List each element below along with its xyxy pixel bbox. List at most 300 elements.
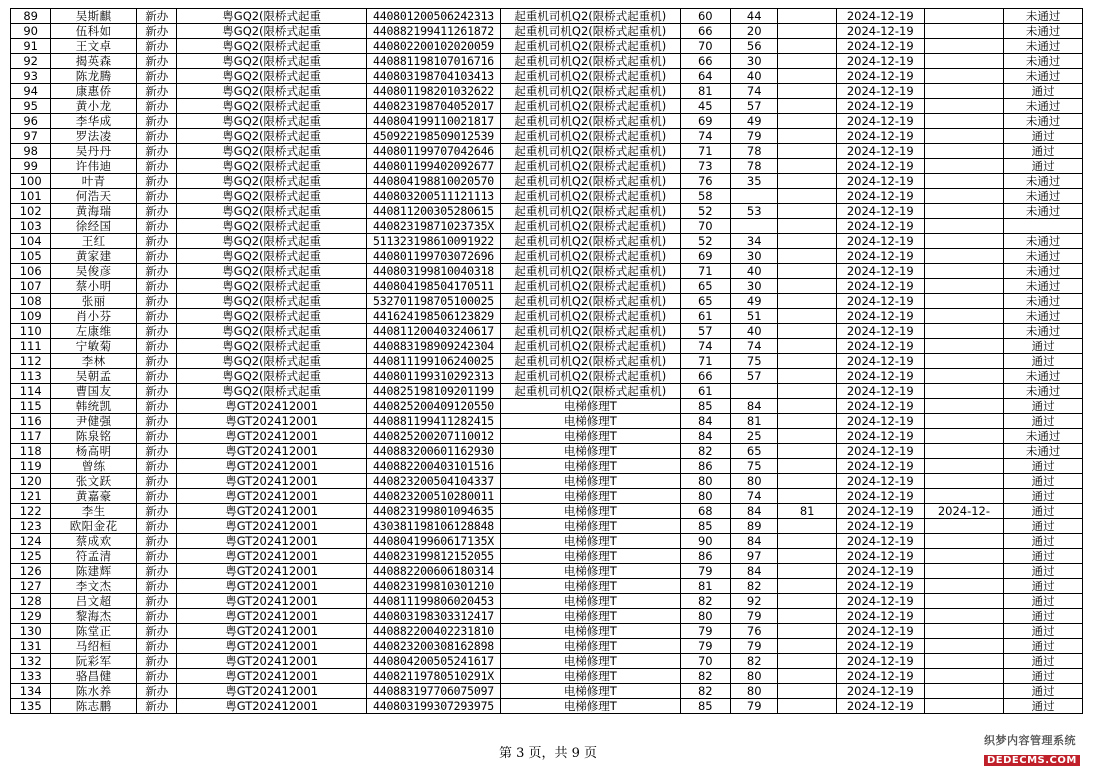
table-row xyxy=(11,414,1083,429)
row-number-cell: 102 xyxy=(11,204,51,219)
certificate-category-cell: 粤GT202412001 xyxy=(177,399,367,414)
id-number-cell: 440811200403240617 xyxy=(366,324,500,339)
theory-score-cell: 64 xyxy=(680,69,730,84)
retest-date-cell xyxy=(924,234,1004,249)
certificate-category-cell: 粤GQ2(限桥式起重 xyxy=(177,189,367,204)
row-number-cell: 90 xyxy=(11,24,51,39)
person-name-cell: 许伟迪 xyxy=(51,159,137,174)
retest-score-cell xyxy=(778,159,836,174)
retest-score-cell xyxy=(778,249,836,264)
table-row xyxy=(11,114,1083,129)
exam-date-cell: 2024-12-19 xyxy=(836,669,924,684)
practical-score-cell: 34 xyxy=(731,234,778,249)
job-type-cell: 起重机司机Q2(限桥式起重机) xyxy=(501,249,681,264)
practical-score-cell: 65 xyxy=(731,444,778,459)
certificate-category-cell: 粤GQ2(限桥式起重 xyxy=(177,54,367,69)
result-cell: 通过 xyxy=(1004,684,1083,699)
exam-date-cell: 2024-12-19 xyxy=(836,414,924,429)
application-type-cell: 新办 xyxy=(137,264,177,279)
theory-score-cell: 84 xyxy=(680,429,730,444)
theory-score-cell: 65 xyxy=(680,279,730,294)
result-cell: 通过 xyxy=(1004,699,1083,714)
person-name-cell: 左康维 xyxy=(51,324,137,339)
row-number-cell: 131 xyxy=(11,639,51,654)
table-row xyxy=(11,204,1083,219)
exam-date-cell: 2024-12-19 xyxy=(836,174,924,189)
exam-date-cell: 2024-12-19 xyxy=(836,594,924,609)
id-number-cell: 440825198109201199 xyxy=(366,384,500,399)
table-row xyxy=(11,489,1083,504)
result-cell xyxy=(1004,219,1083,234)
table-row xyxy=(11,519,1083,534)
theory-score-cell: 58 xyxy=(680,189,730,204)
row-number-cell: 107 xyxy=(11,279,51,294)
id-number-cell: 440801199310292313 xyxy=(366,369,500,384)
retest-date-cell xyxy=(924,384,1004,399)
theory-score-cell: 70 xyxy=(680,219,730,234)
certificate-category-cell: 粤GQ2(限桥式起重 xyxy=(177,324,367,339)
certificate-category-cell: 粤GQ2(限桥式起重 xyxy=(177,339,367,354)
application-type-cell: 新办 xyxy=(137,459,177,474)
person-name-cell: 吴朝孟 xyxy=(51,369,137,384)
application-type-cell: 新办 xyxy=(137,534,177,549)
result-cell: 通过 xyxy=(1004,639,1083,654)
theory-score-cell: 66 xyxy=(680,24,730,39)
table-row xyxy=(11,609,1083,624)
retest-score-cell xyxy=(778,489,836,504)
retest-score-cell: 81 xyxy=(778,504,836,519)
table-row xyxy=(11,354,1083,369)
row-number-cell: 135 xyxy=(11,699,51,714)
retest-score-cell xyxy=(778,219,836,234)
certificate-category-cell: 粤GQ2(限桥式起重 xyxy=(177,39,367,54)
retest-score-cell xyxy=(778,414,836,429)
result-cell: 通过 xyxy=(1004,594,1083,609)
table-row xyxy=(11,459,1083,474)
id-number-cell: 440881199411282415 xyxy=(366,414,500,429)
exam-date-cell: 2024-12-19 xyxy=(836,54,924,69)
certificate-category-cell: 粤GT202412001 xyxy=(177,684,367,699)
theory-score-cell: 71 xyxy=(680,264,730,279)
application-type-cell: 新办 xyxy=(137,234,177,249)
retest-score-cell xyxy=(778,99,836,114)
person-name-cell: 吕文超 xyxy=(51,594,137,609)
retest-date-cell xyxy=(924,309,1004,324)
exam-date-cell: 2024-12-19 xyxy=(836,564,924,579)
practical-score-cell: 84 xyxy=(731,399,778,414)
table-row xyxy=(11,159,1083,174)
practical-score-cell: 40 xyxy=(731,324,778,339)
person-name-cell: 阮彩军 xyxy=(51,654,137,669)
row-number-cell: 97 xyxy=(11,129,51,144)
row-number-cell: 91 xyxy=(11,39,51,54)
certificate-category-cell: 粤GT202412001 xyxy=(177,504,367,519)
id-number-cell: 440804200505241617 xyxy=(366,654,500,669)
job-type-cell: 起重机司机Q2(限桥式起重机) xyxy=(501,144,681,159)
retest-score-cell xyxy=(778,399,836,414)
id-number-cell: 440803198303312417 xyxy=(366,609,500,624)
job-type-cell: 电梯修理T xyxy=(501,564,681,579)
table-row xyxy=(11,534,1083,549)
result-cell: 通过 xyxy=(1004,144,1083,159)
retest-score-cell xyxy=(778,519,836,534)
table-row xyxy=(11,639,1083,654)
certificate-category-cell: 粤GQ2(限桥式起重 xyxy=(177,294,367,309)
application-type-cell: 新办 xyxy=(137,129,177,144)
id-number-cell: 440801199402092677 xyxy=(366,159,500,174)
application-type-cell: 新办 xyxy=(137,639,177,654)
person-name-cell: 陈水养 xyxy=(51,684,137,699)
result-cell: 未通过 xyxy=(1004,9,1083,24)
job-type-cell: 起重机司机Q2(限桥式起重机) xyxy=(501,234,681,249)
person-name-cell: 康惠侨 xyxy=(51,84,137,99)
exam-date-cell: 2024-12-19 xyxy=(836,144,924,159)
person-name-cell: 曾练 xyxy=(51,459,137,474)
retest-date-cell xyxy=(924,369,1004,384)
application-type-cell: 新办 xyxy=(137,249,177,264)
certificate-category-cell: 粤GT202412001 xyxy=(177,429,367,444)
row-number-cell: 110 xyxy=(11,324,51,339)
row-number-cell: 100 xyxy=(11,174,51,189)
result-cell: 未通过 xyxy=(1004,114,1083,129)
id-number-cell: 440823199812152055 xyxy=(366,549,500,564)
practical-score-cell: 44 xyxy=(731,9,778,24)
theory-score-cell: 71 xyxy=(680,354,730,369)
retest-date-cell xyxy=(924,699,1004,714)
table-row xyxy=(11,39,1083,54)
row-number-cell: 133 xyxy=(11,669,51,684)
row-number-cell: 134 xyxy=(11,684,51,699)
person-name-cell: 蔡成欢 xyxy=(51,534,137,549)
practical-score-cell: 79 xyxy=(731,609,778,624)
id-number-cell: 440803200511121113 xyxy=(366,189,500,204)
table-row xyxy=(11,504,1083,519)
job-type-cell: 起重机司机Q2(限桥式起重机) xyxy=(501,294,681,309)
id-number-cell: 440801200506242313 xyxy=(366,9,500,24)
job-type-cell: 电梯修理T xyxy=(501,579,681,594)
theory-score-cell: 61 xyxy=(680,309,730,324)
retest-score-cell xyxy=(778,234,836,249)
practical-score-cell: 57 xyxy=(731,99,778,114)
exam-date-cell: 2024-12-19 xyxy=(836,309,924,324)
job-type-cell: 电梯修理T xyxy=(501,669,681,684)
practical-score-cell: 82 xyxy=(731,654,778,669)
certificate-category-cell: 粤GQ2(限桥式起重 xyxy=(177,249,367,264)
retest-score-cell xyxy=(778,699,836,714)
id-number-cell: 440825200207110012 xyxy=(366,429,500,444)
practical-score-cell: 30 xyxy=(731,54,778,69)
exam-date-cell: 2024-12-19 xyxy=(836,339,924,354)
id-number-cell: 440802200102020059 xyxy=(366,39,500,54)
exam-date-cell: 2024-12-19 xyxy=(836,69,924,84)
application-type-cell: 新办 xyxy=(137,669,177,684)
retest-score-cell xyxy=(778,354,836,369)
application-type-cell: 新办 xyxy=(137,84,177,99)
exam-date-cell: 2024-12-19 xyxy=(836,9,924,24)
table-row xyxy=(11,189,1083,204)
id-number-cell: 440811199106240025 xyxy=(366,354,500,369)
retest-date-cell xyxy=(924,339,1004,354)
application-type-cell: 新办 xyxy=(137,174,177,189)
watermark-top-text: 织梦内容管理系统 xyxy=(984,734,1076,747)
practical-score-cell: 80 xyxy=(731,669,778,684)
practical-score-cell: 78 xyxy=(731,144,778,159)
watermark-bottom-text: DEDECMS.COM xyxy=(984,755,1080,766)
table-row xyxy=(11,144,1083,159)
exam-date-cell: 2024-12-19 xyxy=(836,474,924,489)
id-number-cell: 440883197706075097 xyxy=(366,684,500,699)
job-type-cell: 电梯修理T xyxy=(501,414,681,429)
application-type-cell: 新办 xyxy=(137,279,177,294)
certificate-category-cell: 粤GT202412001 xyxy=(177,624,367,639)
result-cell: 通过 xyxy=(1004,519,1083,534)
application-type-cell: 新办 xyxy=(137,309,177,324)
id-number-cell: 440823200504104337 xyxy=(366,474,500,489)
theory-score-cell: 81 xyxy=(680,579,730,594)
theory-score-cell: 70 xyxy=(680,654,730,669)
application-type-cell: 新办 xyxy=(137,24,177,39)
retest-date-cell xyxy=(924,624,1004,639)
exam-date-cell: 2024-12-19 xyxy=(836,84,924,99)
exam-date-cell: 2024-12-19 xyxy=(836,609,924,624)
exam-date-cell: 2024-12-19 xyxy=(836,504,924,519)
row-number-cell: 114 xyxy=(11,384,51,399)
application-type-cell: 新办 xyxy=(137,444,177,459)
table-row xyxy=(11,174,1083,189)
retest-date-cell xyxy=(924,129,1004,144)
application-type-cell: 新办 xyxy=(137,324,177,339)
id-number-cell: 440823200510280011 xyxy=(366,489,500,504)
id-number-cell: 440825200409120550 xyxy=(366,399,500,414)
retest-date-cell xyxy=(924,549,1004,564)
result-cell: 未通过 xyxy=(1004,384,1083,399)
person-name-cell: 罗法凌 xyxy=(51,129,137,144)
table-row xyxy=(11,669,1083,684)
row-number-cell: 94 xyxy=(11,84,51,99)
result-cell: 通过 xyxy=(1004,414,1083,429)
retest-score-cell xyxy=(778,114,836,129)
id-number-cell: 440811199806020453 xyxy=(366,594,500,609)
result-cell: 通过 xyxy=(1004,504,1083,519)
practical-score-cell: 40 xyxy=(731,264,778,279)
application-type-cell: 新办 xyxy=(137,414,177,429)
result-cell: 未通过 xyxy=(1004,279,1083,294)
table-row xyxy=(11,279,1083,294)
practical-score-cell: 75 xyxy=(731,459,778,474)
retest-date-cell xyxy=(924,54,1004,69)
person-name-cell: 李林 xyxy=(51,354,137,369)
application-type-cell: 新办 xyxy=(137,219,177,234)
job-type-cell: 电梯修理T xyxy=(501,444,681,459)
practical-score-cell: 79 xyxy=(731,129,778,144)
id-number-cell: 450922198509012539 xyxy=(366,129,500,144)
table-row xyxy=(11,594,1083,609)
row-number-cell: 96 xyxy=(11,114,51,129)
theory-score-cell: 69 xyxy=(680,114,730,129)
job-type-cell: 起重机司机Q2(限桥式起重机) xyxy=(501,114,681,129)
theory-score-cell: 61 xyxy=(680,384,730,399)
result-cell: 未通过 xyxy=(1004,429,1083,444)
id-number-cell: 440801199703072696 xyxy=(366,249,500,264)
exam-date-cell: 2024-12-19 xyxy=(836,294,924,309)
table-row xyxy=(11,84,1083,99)
person-name-cell: 张丽 xyxy=(51,294,137,309)
application-type-cell: 新办 xyxy=(137,54,177,69)
exam-date-cell: 2024-12-19 xyxy=(836,429,924,444)
practical-score-cell: 74 xyxy=(731,339,778,354)
certificate-category-cell: 粤GQ2(限桥式起重 xyxy=(177,384,367,399)
job-type-cell: 电梯修理T xyxy=(501,399,681,414)
retest-date-cell xyxy=(924,294,1004,309)
retest-score-cell xyxy=(778,624,836,639)
retest-score-cell xyxy=(778,324,836,339)
person-name-cell: 李华成 xyxy=(51,114,137,129)
person-name-cell: 黄海瑞 xyxy=(51,204,137,219)
retest-score-cell xyxy=(778,294,836,309)
table-row xyxy=(11,339,1083,354)
person-name-cell: 尹健强 xyxy=(51,414,137,429)
result-cell: 通过 xyxy=(1004,609,1083,624)
job-type-cell: 电梯修理T xyxy=(501,609,681,624)
person-name-cell: 吴俊彦 xyxy=(51,264,137,279)
application-type-cell: 新办 xyxy=(137,369,177,384)
retest-score-cell xyxy=(778,384,836,399)
job-type-cell: 起重机司机Q2(限桥式起重机) xyxy=(501,324,681,339)
table-row xyxy=(11,624,1083,639)
retest-score-cell xyxy=(778,684,836,699)
theory-score-cell: 85 xyxy=(680,399,730,414)
retest-score-cell xyxy=(778,24,836,39)
exam-date-cell: 2024-12-19 xyxy=(836,489,924,504)
person-name-cell: 欧阳金花 xyxy=(51,519,137,534)
row-number-cell: 93 xyxy=(11,69,51,84)
practical-score-cell: 74 xyxy=(731,489,778,504)
row-number-cell: 92 xyxy=(11,54,51,69)
result-cell: 未通过 xyxy=(1004,264,1083,279)
person-name-cell: 叶青 xyxy=(51,174,137,189)
retest-date-cell xyxy=(924,429,1004,444)
certificate-category-cell: 粤GQ2(限桥式起重 xyxy=(177,69,367,84)
retest-date-cell xyxy=(924,459,1004,474)
certificate-category-cell: 粤GT202412001 xyxy=(177,414,367,429)
certificate-category-cell: 粤GT202412001 xyxy=(177,594,367,609)
person-name-cell: 宁敏菊 xyxy=(51,339,137,354)
exam-date-cell: 2024-12-19 xyxy=(836,114,924,129)
retest-date-cell xyxy=(924,354,1004,369)
theory-score-cell: 65 xyxy=(680,294,730,309)
certificate-category-cell: 粤GQ2(限桥式起重 xyxy=(177,264,367,279)
practical-score-cell xyxy=(731,384,778,399)
person-name-cell: 陈泉铭 xyxy=(51,429,137,444)
table-row xyxy=(11,384,1083,399)
theory-score-cell: 79 xyxy=(680,564,730,579)
job-type-cell: 电梯修理T xyxy=(501,624,681,639)
application-type-cell: 新办 xyxy=(137,519,177,534)
result-cell: 未通过 xyxy=(1004,54,1083,69)
result-cell: 通过 xyxy=(1004,474,1083,489)
retest-date-cell xyxy=(924,444,1004,459)
application-type-cell: 新办 xyxy=(137,204,177,219)
retest-date-cell: 2024-12- xyxy=(924,504,1004,519)
id-number-cell: 440823199810301210 xyxy=(366,579,500,594)
certificate-category-cell: 粤GT202412001 xyxy=(177,579,367,594)
table-row xyxy=(11,549,1083,564)
row-number-cell: 132 xyxy=(11,654,51,669)
practical-score-cell: 51 xyxy=(731,309,778,324)
id-number-cell: 511323198610091922 xyxy=(366,234,500,249)
theory-score-cell: 82 xyxy=(680,594,730,609)
row-number-cell: 115 xyxy=(11,399,51,414)
retest-score-cell xyxy=(778,264,836,279)
job-type-cell: 起重机司机Q2(限桥式起重机) xyxy=(501,159,681,174)
certificate-category-cell: 粤GQ2(限桥式起重 xyxy=(177,129,367,144)
theory-score-cell: 74 xyxy=(680,339,730,354)
job-type-cell: 电梯修理T xyxy=(501,489,681,504)
id-number-cell: 440883200601162930 xyxy=(366,444,500,459)
retest-date-cell xyxy=(924,144,1004,159)
retest-date-cell xyxy=(924,609,1004,624)
result-cell: 通过 xyxy=(1004,579,1083,594)
application-type-cell: 新办 xyxy=(137,699,177,714)
certificate-category-cell: 粤GQ2(限桥式起重 xyxy=(177,9,367,24)
practical-score-cell: 20 xyxy=(731,24,778,39)
application-type-cell: 新办 xyxy=(137,39,177,54)
theory-score-cell: 79 xyxy=(680,639,730,654)
retest-score-cell xyxy=(778,474,836,489)
retest-date-cell xyxy=(924,279,1004,294)
theory-score-cell: 52 xyxy=(680,204,730,219)
result-cell: 通过 xyxy=(1004,399,1083,414)
practical-score-cell: 49 xyxy=(731,294,778,309)
job-type-cell: 起重机司机Q2(限桥式起重机) xyxy=(501,279,681,294)
retest-score-cell xyxy=(778,84,836,99)
exam-date-cell: 2024-12-19 xyxy=(836,219,924,234)
job-type-cell: 起重机司机Q2(限桥式起重机) xyxy=(501,84,681,99)
person-name-cell: 符孟清 xyxy=(51,549,137,564)
practical-score-cell: 40 xyxy=(731,69,778,84)
exam-date-cell: 2024-12-19 xyxy=(836,459,924,474)
page-indicator: 第 3 页，共 9 页 xyxy=(498,746,598,761)
certificate-category-cell: 粤GT202412001 xyxy=(177,549,367,564)
person-name-cell: 张文跃 xyxy=(51,474,137,489)
application-type-cell: 新办 xyxy=(137,654,177,669)
person-name-cell: 黎海杰 xyxy=(51,609,137,624)
result-cell: 未通过 xyxy=(1004,174,1083,189)
table-row xyxy=(11,219,1083,234)
retest-score-cell xyxy=(778,369,836,384)
person-name-cell: 李文杰 xyxy=(51,579,137,594)
exam-date-cell: 2024-12-19 xyxy=(836,579,924,594)
person-name-cell: 韩统凯 xyxy=(51,399,137,414)
job-type-cell: 电梯修理T xyxy=(501,654,681,669)
theory-score-cell: 76 xyxy=(680,174,730,189)
exam-date-cell: 2024-12-19 xyxy=(836,354,924,369)
application-type-cell: 新办 xyxy=(137,504,177,519)
table-row xyxy=(11,9,1083,24)
table-row xyxy=(11,654,1083,669)
row-number-cell: 126 xyxy=(11,564,51,579)
retest-score-cell xyxy=(778,639,836,654)
table-row xyxy=(11,234,1083,249)
certificate-category-cell: 粤GQ2(限桥式起重 xyxy=(177,309,367,324)
person-name-cell: 伍科如 xyxy=(51,24,137,39)
id-number-cell: 440883198909242304 xyxy=(366,339,500,354)
result-cell: 未通过 xyxy=(1004,69,1083,84)
retest-score-cell xyxy=(778,204,836,219)
person-name-cell: 吴斯麒 xyxy=(51,9,137,24)
row-number-cell: 124 xyxy=(11,534,51,549)
certificate-category-cell: 粤GQ2(限桥式起重 xyxy=(177,204,367,219)
